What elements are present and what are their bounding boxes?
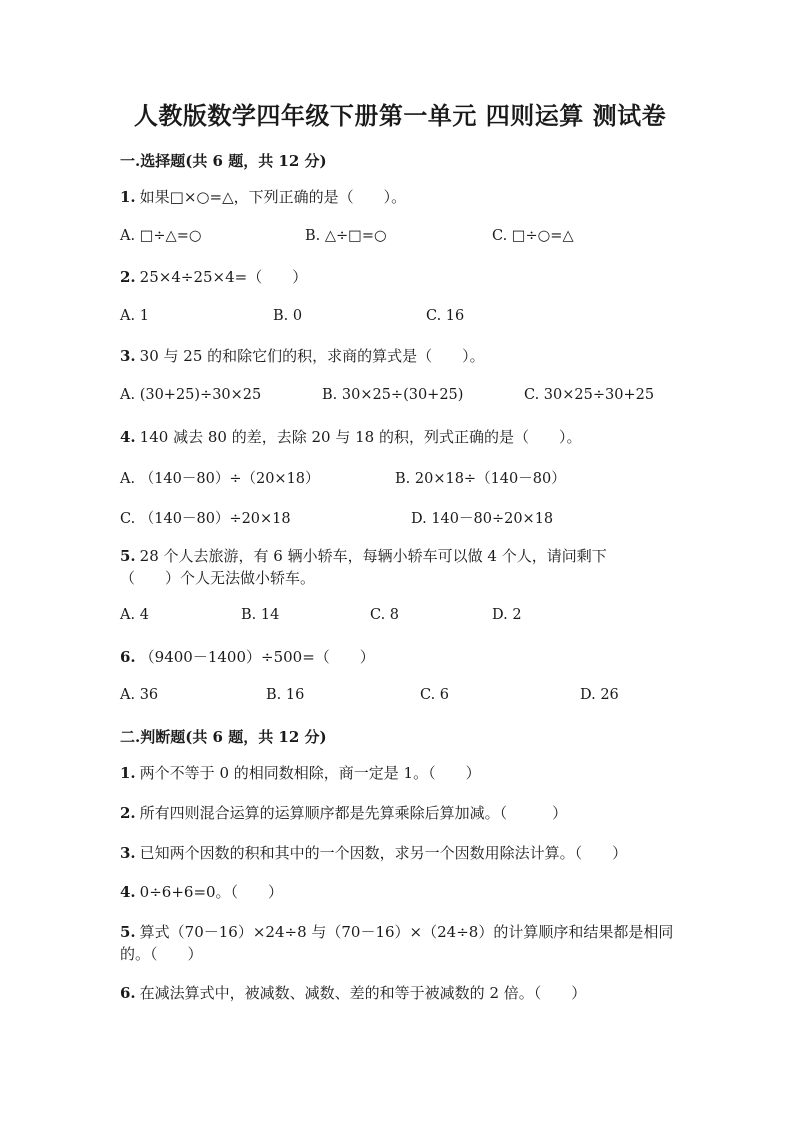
mc3-option-b: B. 30×25÷(30+25) [322, 387, 464, 403]
mc-question-4 [120, 426, 680, 448]
question-text: 140 减去 80 的差，去除 20 与 18 的积，列式正确的是（ ）。 [139, 428, 582, 446]
question-number: 2. [120, 804, 136, 822]
question-number: 1. [120, 764, 136, 782]
question-text: 所有四则混合运算的运算顺序都是先算乘除后算加减。（ ） [139, 804, 568, 822]
mc6-option-b: B. 16 [266, 687, 305, 703]
mc6-option-d: D. 26 [580, 687, 619, 703]
mc1-option-a: A. □÷△=○ [120, 228, 202, 244]
tf-question-3 [120, 842, 680, 864]
mc5-option-c: C. 8 [370, 607, 400, 623]
question-text: 两个不等于 0 的相同数相除，商一定是 1。（ ） [139, 764, 481, 782]
mc-question-1 [120, 186, 680, 208]
mc3-option-a: A. (30+25)÷30×25 [120, 387, 262, 403]
mc1-option-c: C. □÷○=△ [492, 228, 574, 244]
mc4-option-a: A. （140－80）÷（20×18） [120, 471, 320, 487]
tf-question-2 [120, 802, 680, 824]
mc-question-6 [120, 646, 680, 668]
mc5-option-d: D. 2 [492, 607, 522, 623]
question-number: 6. [120, 984, 136, 1002]
tf-question-1 [120, 762, 680, 784]
question-text: 0÷6+6=0。（ ） [139, 883, 284, 901]
mc2-option-b: B. 0 [273, 308, 303, 324]
section-heading-true-false: 二.判断题(共 6 题，共 12 分) [120, 728, 327, 746]
mc5-option-a: A. 4 [120, 607, 149, 623]
section-heading-multiple-choice: 一.选择题(共 6 题，共 12 分) [120, 152, 327, 170]
question-number: 5. [120, 547, 136, 565]
question-text: 30 与 25 的和除它们的积，求商的算式是（ ）。 [139, 347, 485, 365]
question-number: 4. [120, 883, 136, 901]
question-text: 算式（70－16）×24÷8 与（70－16）×（24÷8）的计算顺序和结果都是相同的。（ ） [120, 923, 674, 963]
mc-question-2 [120, 266, 680, 288]
mc2-option-c: C. 16 [426, 308, 465, 324]
mc4-option-c: C. （140－80）÷20×18 [120, 511, 291, 527]
mc1-option-b: B. △÷□=○ [305, 228, 387, 244]
tf-question-4 [120, 881, 680, 903]
mc-question-3 [120, 345, 680, 367]
mc6-option-a: A. 36 [120, 687, 159, 703]
mc6-option-c: C. 6 [420, 687, 450, 703]
question-number: 1. [120, 188, 136, 206]
mc4-option-d: D. 140－80÷20×18 [411, 511, 554, 527]
question-number: 2. [120, 268, 136, 286]
question-text: 25×4÷25×4=（ ） [139, 268, 308, 286]
tf-question-6 [120, 982, 680, 1004]
question-number: 4. [120, 428, 136, 446]
mc5-option-b: B. 14 [241, 607, 280, 623]
question-text: 如果□×○=△，下列正确的是（ ）。 [139, 188, 407, 206]
mc4-option-b: B. 20×18÷（140－80） [395, 471, 566, 487]
page-title: 人教版数学四年级下册第一单元 四则运算 测试卷 [133, 101, 667, 130]
tf-question-5 [120, 921, 675, 965]
question-number: 3. [120, 347, 136, 365]
mc-question-5 [120, 545, 630, 589]
mc2-option-a: A. 1 [120, 308, 149, 324]
question-number: 3. [120, 844, 136, 862]
question-number: 5. [120, 923, 136, 941]
question-text: （9400－1400）÷500=（ ） [139, 648, 375, 666]
question-number: 6. [120, 648, 136, 666]
question-text: 已知两个因数的积和其中的一个因数，求另一个因数用除法计算。（ ） [139, 844, 628, 862]
question-text: 在减法算式中，被减数、减数、差的和等于被减数的 2 倍。（ ） [139, 984, 587, 1002]
mc3-option-c: C. 30×25÷30+25 [524, 387, 655, 403]
question-text: 28 个人去旅游，有 6 辆小轿车，每辆小轿车可以做 4 个人，请问剩下（ ）个人无法做小轿车。 [120, 547, 607, 587]
